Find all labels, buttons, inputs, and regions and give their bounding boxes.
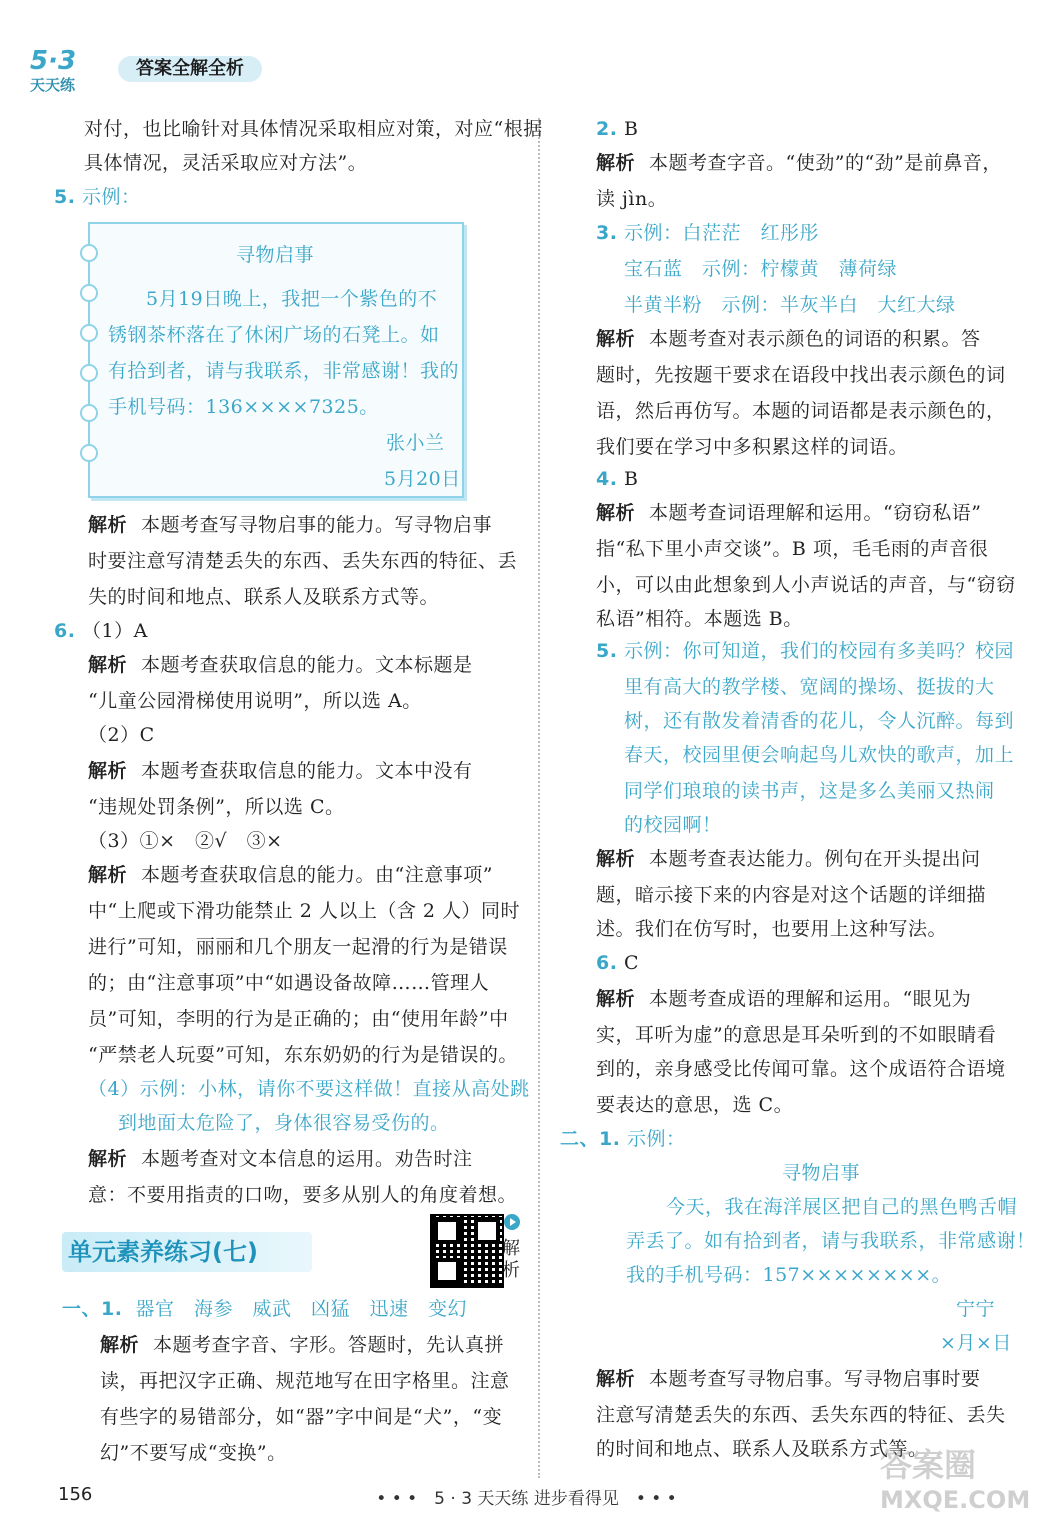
example-answer: 示例：你可知道，我们的校园有多美吗？校园	[624, 640, 1015, 662]
analysis-label: 解析	[596, 988, 636, 1010]
section-2	[560, 1124, 686, 1154]
answer-words: 器官 海参 威武 凶猛 迅速 变幻	[135, 1298, 468, 1320]
example-answer: （4）示例：小林，请你不要这样做！直接从高处跳	[88, 1078, 530, 1100]
analysis-line: 我们要在学习中多积累这样的词语。	[596, 436, 909, 458]
analysis-line: 私语”相符。本题选 B。	[596, 608, 803, 630]
answer-words: 宝石蓝 示例：柠檬黄 薄荷绿	[624, 258, 898, 280]
example-answer: 到地面太危险了，身体很容易受伤的。	[118, 1112, 450, 1134]
analysis-label: 解析	[596, 848, 636, 870]
analysis-line: 时要注意写清楚丢失的东西、丢失东西的特征、丢	[88, 550, 518, 572]
analysis-label: 解析	[100, 1334, 140, 1356]
analysis-line	[88, 756, 473, 786]
analysis-line: 指“私下里小声交谈”。B 项，毛毛雨的声音很	[596, 538, 989, 560]
example-label: 示例：	[82, 186, 141, 208]
analysis-line	[88, 1144, 473, 1174]
notice-line: 锈钢茶杯落在了休闲广场的石凳上。如	[108, 324, 440, 346]
notice-line: 今天，我在海洋展区把自己的黑色鸭舌帽	[666, 1196, 1018, 1218]
unit-title: 单元素养练习(七)	[68, 1238, 258, 1266]
section-1-answers	[62, 1294, 467, 1324]
binder-ring-icon	[80, 284, 98, 302]
notice-date: 5月20日	[384, 468, 461, 490]
brand-logo	[30, 48, 112, 96]
notice-line: 5月19日晚上，我把一个紫色的不	[146, 288, 438, 310]
notice-line: 手机号码：136××××7325。	[108, 396, 379, 418]
analysis-line: 题时，先按题干要求在语段中找出表示颜色的词	[596, 364, 1006, 386]
analysis-line	[88, 510, 492, 540]
analysis-line	[596, 844, 981, 874]
example-answer: 同学们琅琅的读书声，这是多么美丽又热闹	[624, 780, 995, 802]
analysis-line: 实，耳听为虚”的意思是耳朵听到的不如眼睛看	[596, 1024, 997, 1046]
question-number: 6.	[54, 620, 76, 642]
analysis-label: 解析	[88, 1148, 128, 1170]
analysis-line: 幻”不要写成“变换”。	[100, 1442, 287, 1464]
column-divider	[538, 118, 540, 1478]
answer: B	[624, 118, 639, 140]
analysis-label: 解析	[596, 328, 636, 350]
analysis-line: “严禁老人玩耍”可知，东东奶奶的行为是错误的。	[88, 1044, 518, 1066]
example-answer: 春天，校园里便会响起鸟儿欢快的歌声，加上	[624, 744, 1015, 766]
binder-ring-icon	[80, 404, 98, 422]
analysis-label: 解析	[88, 514, 128, 536]
analysis-label: 解析	[88, 760, 128, 782]
analysis-label: 解析	[596, 502, 636, 524]
analysis-line: 失的时间和地点、联系人及联系方式等。	[88, 586, 440, 608]
notice-title: 寻物启事	[236, 244, 315, 266]
analysis-line: 意：不要用指责的口吻，要多从别人的角度着想。	[88, 1184, 518, 1206]
lost-notice-card	[88, 222, 464, 498]
text-line: 具体情况，灵活采取应对方法”。	[84, 152, 368, 174]
binder-ring-icon	[80, 244, 98, 262]
qr-code-icon[interactable]	[430, 1214, 504, 1288]
analysis-label: 解析	[88, 864, 128, 886]
notice-line: 我的手机号码：157××××××××。	[626, 1264, 952, 1286]
analysis-text: 本题考查对表示颜色的词语的积累。答	[649, 328, 981, 350]
analysis-line: 有些字的易错部分，如“器”字中间是“犬”，“变	[100, 1406, 503, 1428]
analysis-text: 本题考查成语的理解和运用。“眼见为	[649, 988, 972, 1010]
qr-finder	[474, 1218, 500, 1244]
analysis-line: 注意写清楚丢失的东西、丢失东西的特征、丢失	[596, 1404, 1006, 1426]
qr-label: 解析	[502, 1238, 520, 1281]
analysis-text: 本题考查字音、字形。答题时，先认真拼	[153, 1334, 505, 1356]
example-answer: 里有高大的教学楼、宽阔的操场、挺拔的大	[624, 676, 995, 698]
analysis-line	[596, 324, 981, 354]
analysis-line	[88, 860, 493, 890]
logo-number: 5·3	[30, 46, 77, 76]
notice-signer: 宁宁	[956, 1298, 996, 1320]
answer-words: 示例：白茫茫 红彤彤	[624, 222, 820, 244]
analysis-line	[100, 1330, 504, 1360]
binder-ring-icon	[80, 364, 98, 382]
example-label: 示例：	[627, 1128, 686, 1150]
analysis-line	[596, 984, 971, 1014]
text-line: 对付，也比喻针对具体情况采取相应对策，对应“根据	[84, 118, 543, 140]
question-number: 3.	[596, 222, 618, 244]
question-number: 5.	[54, 186, 76, 208]
qr-finder	[434, 1218, 460, 1244]
question-number: 6.	[596, 952, 618, 974]
analysis-text: 本题考查获取信息的能力。文本标题是	[141, 654, 473, 676]
answer: （3）①× ②√ ③×	[88, 830, 283, 852]
analysis-label: 解析	[88, 654, 128, 676]
analysis-line: 员”可知，李明的行为是正确的；由“使用年龄”中	[88, 1008, 509, 1030]
question-number: 一、1.	[62, 1298, 123, 1320]
analysis-line	[88, 650, 473, 680]
page-number: 156	[58, 1484, 93, 1505]
notice-signer: 张小兰	[386, 432, 445, 454]
analysis-label: 解析	[596, 152, 636, 174]
analysis-line	[596, 148, 1002, 178]
watermark-text: 答案圈	[880, 1446, 977, 1484]
analysis-line: 到的，亲身感受比传闻可靠。这个成语符合语境	[596, 1058, 1006, 1080]
analysis-line: 小，可以由此想象到人小声说话的声音，与“窃窃	[596, 574, 1016, 596]
analysis-line: “儿童公园滑梯使用说明”，所以选 A。	[88, 690, 422, 712]
answer: C	[624, 952, 640, 974]
unit-title-banner	[62, 1232, 312, 1272]
footer-slogan: • • • 5 · 3 天天练 进步看得见 • • •	[376, 1489, 677, 1509]
example-answer: 的校园啊！	[624, 814, 722, 836]
analysis-line: 的时间和地点、联系人及联系方式等。	[596, 1438, 928, 1460]
analysis-text: 本题考查对文本信息的运用。劝告时注	[141, 1148, 473, 1170]
qr-finder	[434, 1258, 460, 1284]
analysis-line: 进行”可知，丽丽和几个朋友一起滑的行为是错误	[88, 936, 508, 958]
answer: B	[624, 468, 639, 490]
watermark-url: MXQE.COM	[880, 1486, 1031, 1514]
binder-ring-icon	[80, 324, 98, 342]
question-2	[596, 114, 638, 144]
analysis-line	[596, 1364, 981, 1394]
analysis-text: 本题考查词语理解和运用。“窃窃私语”	[649, 502, 982, 524]
analysis-line: 述。我们在仿写时，也要用上这种写法。	[596, 918, 948, 940]
analysis-label: 解析	[596, 1368, 636, 1390]
answer-words: 半黄半粉 示例：半灰半白 大红大绿	[624, 294, 956, 316]
question-number: 二、1.	[560, 1128, 621, 1150]
analysis-text: 本题考查写寻物启事的能力。写寻物启事	[141, 514, 493, 536]
question-number: 5.	[596, 640, 618, 662]
analysis-line: 中“上爬或下滑功能禁止 2 人以上（含 2 人）同时	[88, 900, 521, 922]
question-5	[54, 182, 141, 212]
binder-ring-icon	[80, 444, 98, 462]
analysis-line: 要表达的意思，选 C。	[596, 1094, 794, 1116]
analysis-text: 本题考查写寻物启事。写寻物启事时要	[649, 1368, 981, 1390]
question-4	[596, 464, 638, 494]
analysis-line: 的；由“注意事项”中“如遇设备故障……管理人	[88, 972, 490, 994]
answer: （2）C	[88, 724, 155, 746]
question-6	[54, 616, 148, 646]
analysis-line: 读，再把汉字正确、规范地写在田字格里。注意	[100, 1370, 510, 1392]
question-6-right	[596, 948, 639, 978]
notice-title: 寻物启事	[782, 1162, 861, 1184]
analysis-line: 读 jìn。	[596, 188, 668, 210]
logo-text: 天天练	[30, 76, 76, 94]
analysis-line: 题，暗示接下来的内容是对这个话题的详细描	[596, 884, 987, 906]
play-icon[interactable]	[504, 1214, 520, 1230]
question-number: 2.	[596, 118, 618, 140]
question-number: 4.	[596, 468, 618, 490]
analysis-text: 本题考查字音。“使劲”的“劲”是前鼻音，	[649, 152, 1002, 174]
question-5-right	[596, 636, 1014, 666]
notice-date: ×月×日	[940, 1332, 1012, 1354]
analysis-line: 语，然后再仿写。本题的词语都是表示颜色的，	[596, 400, 1006, 422]
watermark-logo	[880, 1440, 1030, 1530]
analysis-line	[596, 498, 981, 528]
analysis-text: 本题考查获取信息的能力。文本中没有	[141, 760, 473, 782]
example-answer: 树，还有散发着清香的花儿，令人沉醉。每到	[624, 710, 1015, 732]
notice-line: 弄丢了。如有拾到者，请与我联系，非常感谢！	[626, 1230, 1036, 1252]
answer: （1）A	[82, 620, 148, 642]
question-3	[596, 218, 819, 248]
analysis-line: “违规处罚条例”，所以选 C。	[88, 796, 345, 818]
analysis-text: 本题考查表达能力。例句在开头提出问	[649, 848, 981, 870]
notice-line: 有拾到者，请与我联系，非常感谢！我的	[108, 360, 460, 382]
header-title: 答案全解全析	[118, 56, 262, 82]
analysis-text: 本题考查获取信息的能力。由“注意事项”	[141, 864, 493, 886]
